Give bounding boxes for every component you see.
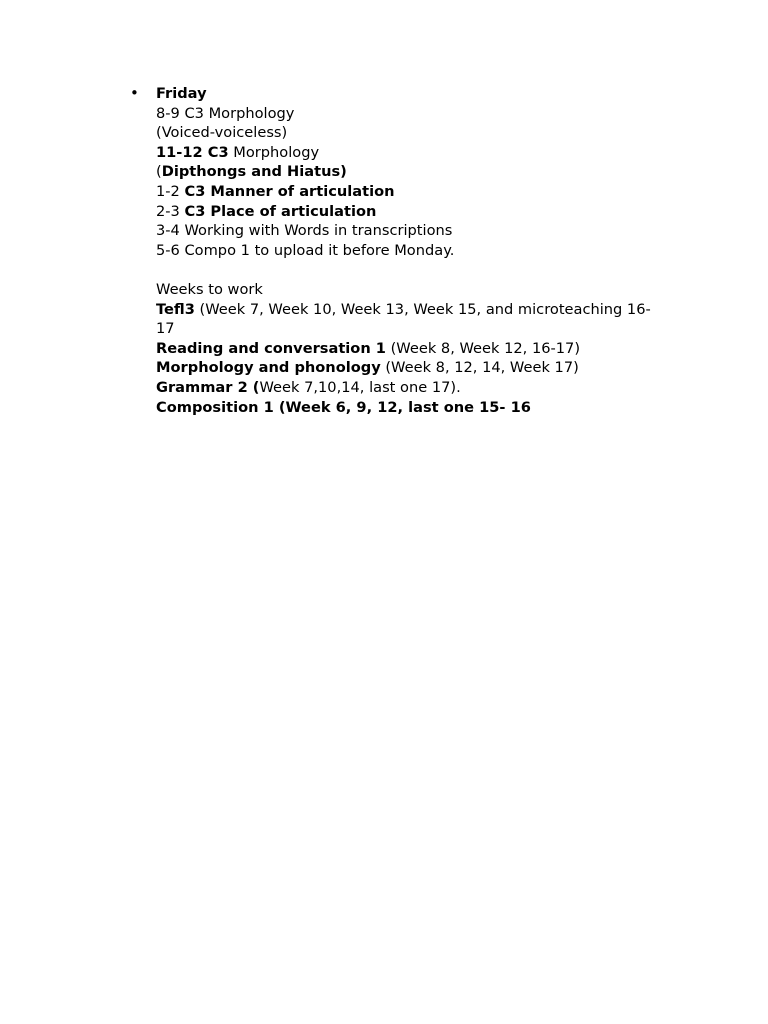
schedule-line: 11-12 C3 Morphology — [156, 143, 320, 161]
schedule-line: (Dipthongs and Hiatus) — [156, 163, 347, 181]
schedule-line: 1-2 C3 Manner of articulation — [156, 182, 395, 200]
course-line-morphology: Morphology and phonology (Week 8, 12, 14, Week 17) — [156, 359, 579, 377]
schedule-line: 8-9 C3 Morphology — [156, 104, 295, 122]
schedule-line: (Voiced-voiceless) — [156, 124, 288, 142]
schedule-content — [156, 84, 656, 417]
blank-line — [156, 260, 656, 280]
schedule-line: 2-3 C3 Place of articulation — [156, 202, 377, 220]
course-line-composition: Composition 1 (Week 6, 9, 12, last one 15- 16 — [156, 398, 531, 416]
schedule-line: 3-4 Working with Words in transcriptions — [156, 222, 453, 240]
schedule-line: 5-6 Compo 1 to upload it before Monday. — [156, 241, 455, 259]
day-title: Friday — [156, 85, 207, 102]
course-line-grammar: Grammar 2 (Week 7,10,14, last one 17). — [156, 378, 461, 396]
list-bullet: • — [130, 84, 139, 102]
course-line-tefl: Tefl3 (Week 7, Week 10, Week 13, Week 15, and microteaching 16-17 — [156, 300, 651, 338]
weeks-heading: Weeks to work — [156, 280, 263, 298]
course-line-reading: Reading and conversation 1 (Week 8, Week 12, 16-17) — [156, 339, 581, 357]
